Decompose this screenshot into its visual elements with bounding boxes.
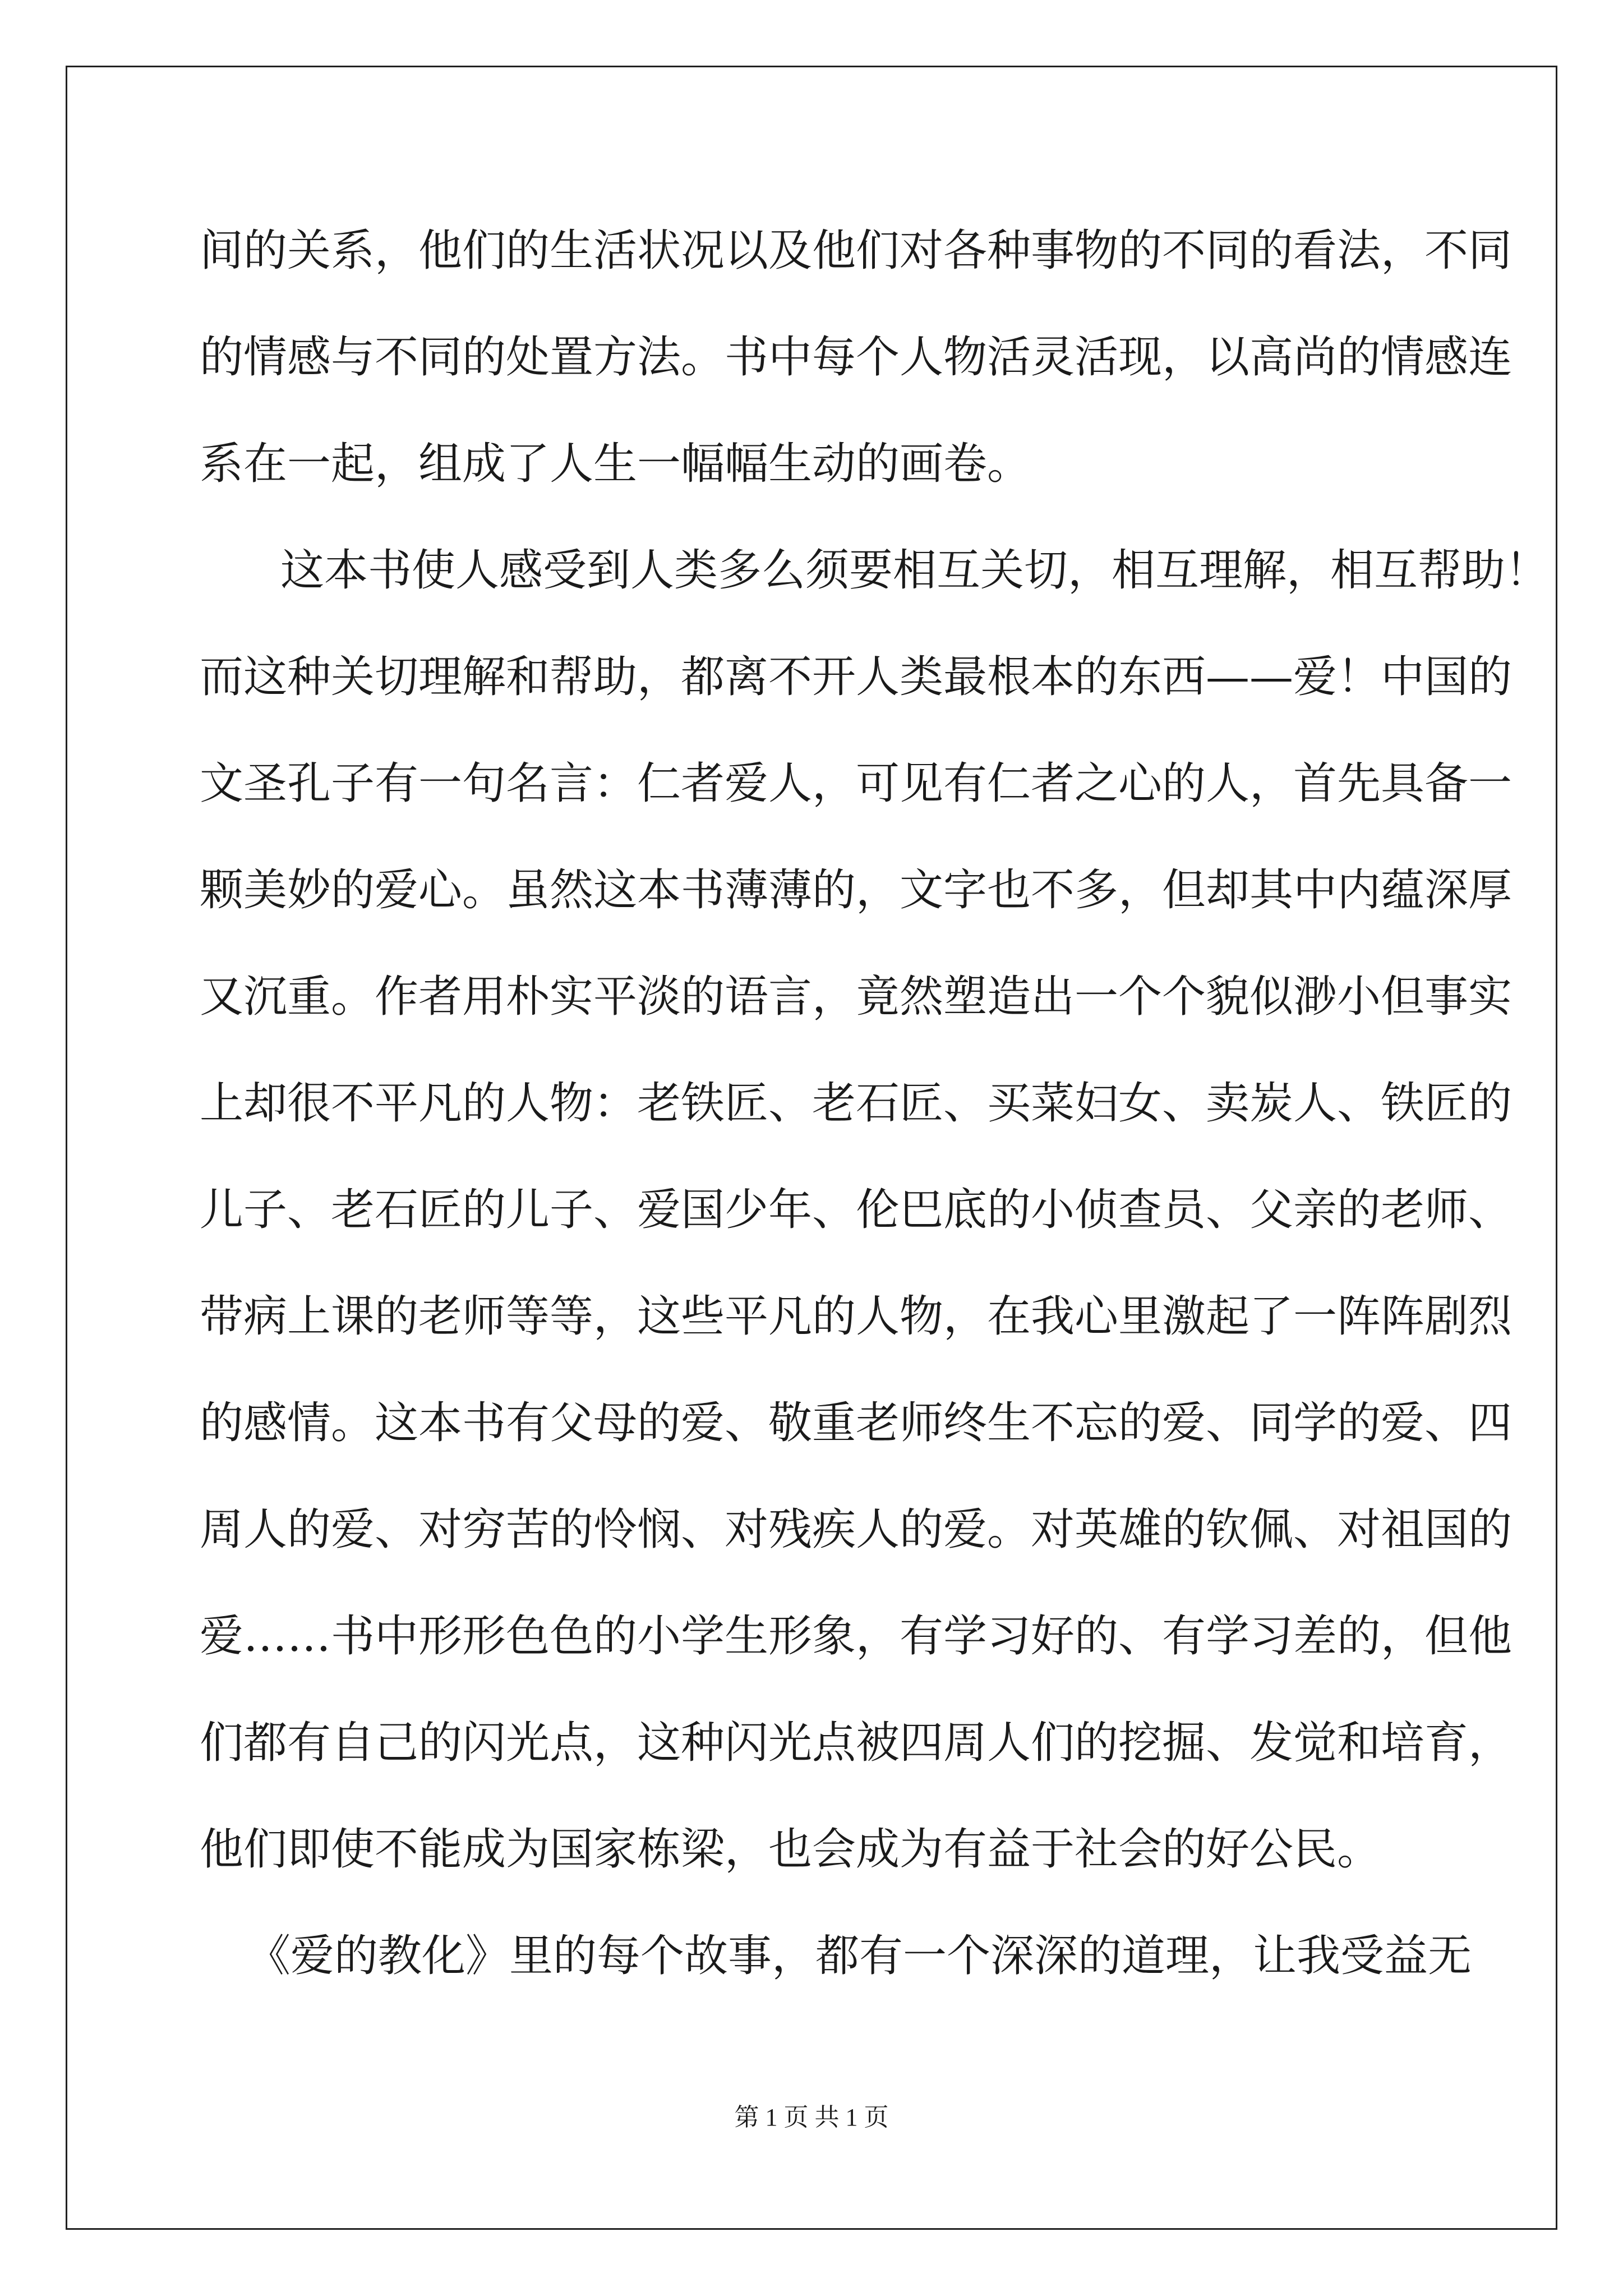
text-line: 系在一起，组成了人生一幅幅生动的画卷。 (200, 439, 1031, 489)
text-line: 文圣孔子有一句名言：仁者爱人，可见有仁者之心的人，首先具备一 (200, 758, 1513, 809)
text-line: 间的关系，他们的生活状况以及他们对各种事物的不同的看法，不同 (200, 226, 1513, 276)
text-line: 又沉重。作者用朴实平淡的语言，竟然塑造出一个个貌似渺小但事实 (200, 972, 1513, 1022)
text-line: 带病上课的老师等等，这些平凡的人物，在我心里激起了一阵阵剧烈 (200, 1291, 1513, 1342)
text-line: 这本书使人感受到人类多么须要相互关切，相互理解，相互帮助！ (280, 545, 1550, 596)
text-line: 们都有自己的闪光点，这种闪光点被四周人们的挖掘、发觉和培育， (200, 1718, 1513, 1768)
text-line: 他们即使不能成为国家栋梁，也会成为有益于社会的好公民。 (200, 1824, 1381, 1875)
text-line: 儿子、老石匠的儿子、爱国少年、伦巴底的小侦查员、父亲的老师、 (200, 1185, 1513, 1235)
text-line: 颗美妙的爱心。虽然这本书薄薄的，文字也不多，但却其中内蕴深厚 (200, 865, 1513, 915)
text-line: 《爱的教化》里的每个故事，都有一个深深的道理，让我受益无 (247, 1931, 1472, 1981)
text-line: 上却很不平凡的人物：老铁匠、老石匠、买菜妇女、卖炭人、铁匠的 (200, 1078, 1513, 1129)
text-line: 的感情。这本书有父母的爱、敬重老师终生不忘的爱、同学的爱、四 (200, 1398, 1513, 1448)
text-line: 爱……书中形形色色的小学生形象，有学习好的、有学习差的，但他 (200, 1611, 1513, 1662)
text-line: 周人的爱、对穷苦的怜悯、对残疾人的爱。对英雄的钦佩、对祖国的 (200, 1504, 1513, 1555)
text-line: 而这种关切理解和帮助，都离不开人类最根本的东西——爱！中国的 (200, 652, 1513, 702)
text-line: 的情感与不同的处置方法。书中每个人物活灵活现，以高尚的情感连 (200, 332, 1513, 383)
page-footer: 第 1 页 共 1 页 (734, 2104, 889, 2131)
